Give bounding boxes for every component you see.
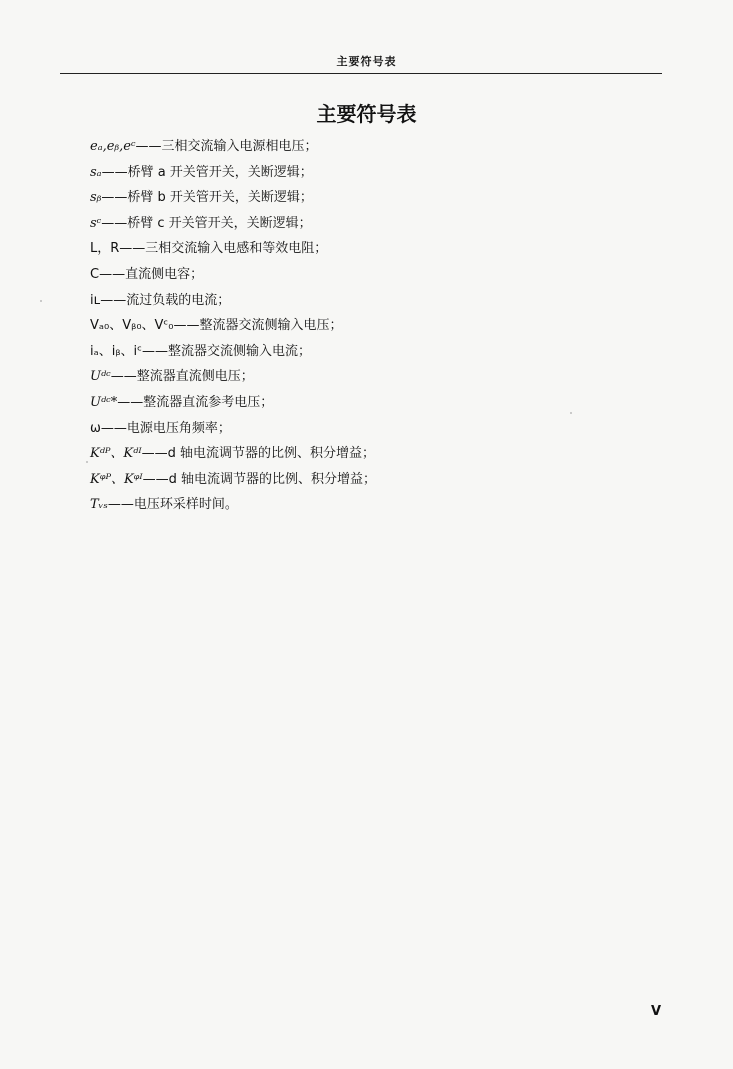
symbol-entry — [90, 367, 690, 393]
symbol-entry — [90, 137, 690, 163]
symbol-description: ——流过负载的电流； — [100, 292, 231, 308]
symbol-entry — [90, 291, 690, 317]
symbol-entry — [90, 342, 690, 368]
symbol-description: ——整流器直流参考电压； — [117, 394, 274, 410]
symbol-entry — [90, 470, 690, 496]
symbol-description: ——d 轴电流调节器的比例、积分增益； — [142, 471, 377, 487]
symbol-entry — [90, 188, 690, 214]
symbol: C — [90, 266, 100, 282]
symbol-description: ——整流器交流侧输入电压； — [173, 318, 343, 334]
symbol-description: ——三相交流输入电源相电压； — [135, 139, 318, 154]
page-title: 主要符号表 — [316, 102, 417, 126]
symbol-description: ——三相交流输入电感和等效电阻； — [119, 241, 328, 257]
symbol: eₐ,eᵦ,eᶜ — [90, 139, 136, 154]
page-number: V — [651, 1004, 662, 1019]
symbol: L，R — [90, 241, 120, 257]
symbol-description: ——桥臂 b 开关管开关，关断逻辑； — [101, 190, 313, 206]
symbol-entry — [90, 163, 690, 189]
symbol-entry — [90, 419, 690, 445]
scan-speck — [86, 461, 88, 463]
symbol-description: ——电源电压角频率； — [100, 420, 231, 436]
symbol-entry — [90, 316, 690, 342]
symbol-entry — [90, 393, 690, 419]
symbol: ω — [90, 420, 101, 436]
symbol-entry — [90, 239, 690, 265]
symbol: sₐ — [90, 164, 102, 180]
symbol: sᶜ — [90, 215, 102, 231]
symbol: Tᵥₛ — [90, 497, 108, 513]
symbol-list — [90, 137, 690, 521]
symbol-entry — [90, 495, 690, 521]
symbol: Kᵠᴾ、Kᵠᴵ — [90, 471, 143, 487]
symbol: Uᵈᶜ* — [90, 394, 118, 410]
symbol-entry — [90, 265, 690, 291]
symbol-description: ——d 轴电流调节器的比例、积分增益； — [141, 446, 375, 462]
running-header: 主要符号表 — [336, 55, 397, 68]
symbol-description: ——整流器直流侧电压； — [110, 369, 254, 385]
symbol: Kᵈᴾ、Kᵈᴵ — [90, 446, 142, 462]
symbol: sᵦ — [90, 190, 102, 206]
symbol: Vₐ₀、Vᵦ₀、Vᶜ₀ — [90, 318, 174, 334]
symbol-entry — [90, 214, 690, 240]
scan-speck — [40, 300, 42, 302]
symbol-entry — [90, 444, 690, 470]
symbol: Uᵈᶜ — [90, 369, 111, 385]
symbol: iₐ、iᵦ、iᶜ — [90, 343, 142, 359]
symbol: iʟ — [90, 292, 101, 308]
symbol-description: ——桥臂 c 开关管开关，关断逻辑； — [101, 215, 312, 231]
symbol-description: ——整流器交流侧输入电流； — [141, 343, 311, 359]
scan-speck — [570, 412, 572, 414]
header-rule — [60, 73, 662, 74]
symbol-description: ——电压环采样时间。 — [107, 497, 238, 513]
symbol-description: ——桥臂 a 开关管开关，关断逻辑； — [101, 164, 313, 180]
symbol-description: ——直流侧电容； — [99, 266, 204, 282]
